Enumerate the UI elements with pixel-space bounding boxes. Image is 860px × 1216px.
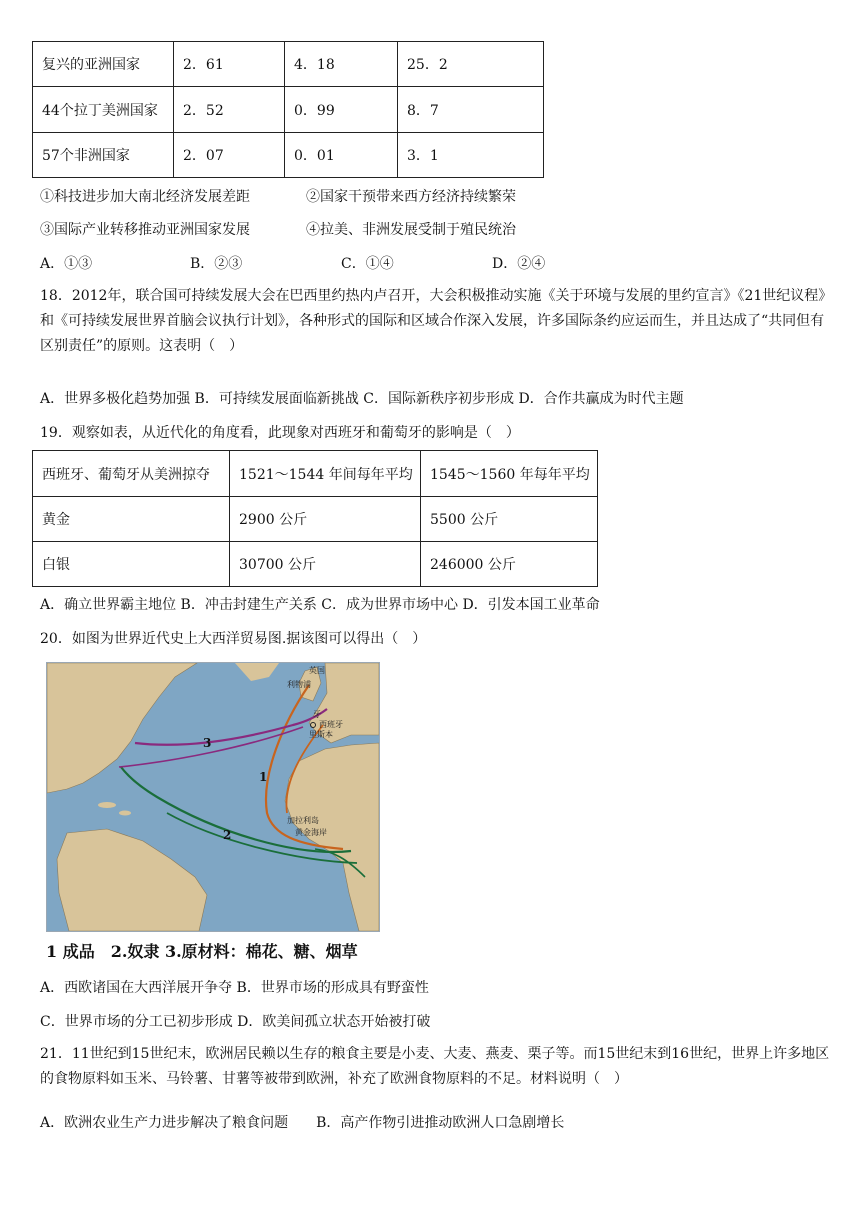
caribbean-island <box>98 802 116 808</box>
statement-2: ②国家干预带来西方经济持续繁荣 <box>306 189 516 205</box>
question-19-options: A．确立世界霸主地位 B．冲击封建生产关系 C．成为世界市场中心 D．引发本国工业革命 <box>40 597 600 613</box>
option-c: C．①④ <box>341 256 394 272</box>
question-21-options: A．欧洲农业生产力进步解决了粮食问题 B．高产作物引进推动欧洲人口急剧增长 <box>40 1115 565 1131</box>
table-header-cell: 1545～1560 年每年平均 <box>421 451 598 497</box>
table-cell: 复兴的亚洲国家 <box>33 42 174 87</box>
option-b: B．②③ <box>190 256 243 272</box>
question-18-options: A．世界多极化趋势加强 B．可持续发展面临新挑战 C．国际新秩序初步形成 D．合作共赢成为时代主题 <box>40 391 684 407</box>
label-spain: 西班牙 <box>319 720 343 729</box>
label-england: 英国 <box>309 666 325 675</box>
statement-1: ①科技进步加大南北经济发展差距 <box>40 189 250 205</box>
table-cell: 黄金 <box>33 497 230 542</box>
table-header-cell: 1521～1544 年间每年平均 <box>230 451 421 497</box>
gdp-table <box>32 41 544 178</box>
table-cell: 3．1 <box>398 133 544 178</box>
statement-4: ④拉美、非洲发展受制于殖民统治 <box>306 222 516 238</box>
label-route-1: 1 <box>259 770 268 784</box>
table-cell: 5500 公斤 <box>421 497 598 542</box>
option-a: A．①③ <box>40 256 93 272</box>
table-cell: 2．61 <box>174 42 285 87</box>
table-cell: 44个拉丁美洲国家 <box>33 87 174 133</box>
table-cell: 4．18 <box>285 42 398 87</box>
question-20-options-row2: C．世界市场的分工已初步形成 D．欧美间孤立状态开始被打破 <box>40 1014 431 1030</box>
question-20-stem: 20．如图为世界近代史上大西洋贸易图.据该图可以得出（ ） <box>40 631 427 647</box>
label-canary: 加拉利岛 <box>287 816 319 825</box>
map-legend: 1 成品 2.奴隶 3.原材料：棉花、糖、烟草 <box>46 942 358 961</box>
plunder-table <box>32 450 598 587</box>
table-cell: 0．01 <box>285 133 398 178</box>
caribbean-island <box>119 811 131 816</box>
question-18-stem: 18．2012年，联合国可持续发展大会在巴西里约热内卢召开，大会积极推动实施《关于环境与发展的里约宣言》《21世纪议程》和《可持续发展世界首脑会议执行计划》，各种形式的国际和区域合作深入发展，许多国际条约应运而生，并且达成了“共同但有区别责任”的原则。这表明（ ） <box>40 288 826 354</box>
atlantic-trade-map <box>46 662 380 932</box>
label-lisbon: 里斯本 <box>309 730 333 739</box>
table-cell: 2900 公斤 <box>230 497 421 542</box>
table-cell: 白银 <box>33 542 230 587</box>
statement-3: ③国际产业转移推动亚洲国家发展 <box>40 222 250 238</box>
map-graphic <box>47 663 379 931</box>
label-port-mark: 牙 <box>313 710 321 719</box>
table-header-cell: 西班牙、葡萄牙从美洲掠夺 <box>33 451 230 497</box>
label-route-2: 2 <box>223 828 232 842</box>
table-cell: 246000 公斤 <box>421 542 598 587</box>
table-cell: 30700 公斤 <box>230 542 421 587</box>
label-gold-coast: 黄金海岸 <box>295 828 327 837</box>
table-cell: 2．52 <box>174 87 285 133</box>
table-cell: 57个非洲国家 <box>33 133 174 178</box>
question-19-stem: 19．观察如表，从近代化的角度看，此现象对西班牙和葡萄牙的影响是（ ） <box>40 425 520 441</box>
question-21-stem: 21．11世纪到15世纪末，欧洲居民赖以生存的粮食主要是小麦、大麦、燕麦、栗子等。而15世纪末到16世纪，世界上许多地区的食物原料如玉米、马铃薯、甘薯等被带到欧洲，补充了欧洲食物原料的不足。材料说明（ ） <box>40 1046 830 1087</box>
label-route-3: 3 <box>203 736 212 750</box>
label-liverpool: 利物浦 <box>287 680 311 689</box>
option-d: D．②④ <box>492 256 546 272</box>
table-cell: 25．2 <box>398 42 544 87</box>
table-cell: 8．7 <box>398 87 544 133</box>
question-20-options-row1: A．西欧诸国在大西洋展开争夺 B．世界市场的形成具有野蛮性 <box>40 980 429 996</box>
table-cell: 2．07 <box>174 133 285 178</box>
table-cell: 0．99 <box>285 87 398 133</box>
